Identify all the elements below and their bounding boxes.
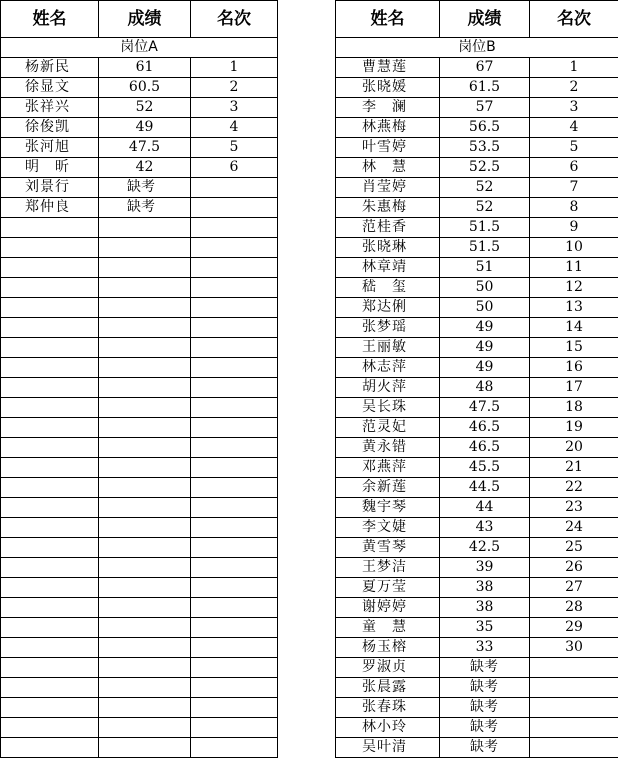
score-cell [99, 458, 191, 478]
table-row [336, 58, 618, 78]
score-cell: 49 [99, 118, 191, 138]
rank-cell [530, 678, 618, 698]
name-cell [1, 258, 99, 278]
table-row [336, 478, 618, 498]
table-row [336, 178, 618, 198]
empty-row [1, 438, 278, 458]
rank-cell [191, 598, 278, 618]
rank-cell [191, 578, 278, 598]
score-cell: 50 [440, 278, 530, 298]
rank-cell: 19 [530, 418, 618, 438]
rank-cell [530, 698, 618, 718]
name-cell: 朱惠梅 [336, 198, 440, 218]
rank-cell: 26 [530, 558, 618, 578]
table-row [336, 138, 618, 158]
name-cell: 张祥兴 [1, 98, 99, 118]
table-row [336, 658, 618, 678]
score-cell [99, 478, 191, 498]
rank-column-header: 名次 [191, 1, 278, 38]
rank-cell: 29 [530, 618, 618, 638]
score-cell [99, 418, 191, 438]
name-cell: 吴长珠 [336, 398, 440, 418]
name-cell [1, 338, 99, 358]
name-cell: 张梦瑶 [336, 318, 440, 338]
name-cell: 刘景行 [1, 178, 99, 198]
rank-cell: 4 [530, 118, 618, 138]
score-cell: 38 [440, 598, 530, 618]
rank-cell [191, 418, 278, 438]
name-cell: 林燕梅 [336, 118, 440, 138]
rank-cell [530, 658, 618, 678]
name-cell: 杨玉榕 [336, 638, 440, 658]
rank-cell [191, 518, 278, 538]
score-cell: 51.5 [440, 238, 530, 258]
score-cell: 57 [440, 98, 530, 118]
name-cell: 范灵妃 [336, 418, 440, 438]
score-cell: 56.5 [440, 118, 530, 138]
empty-row [1, 358, 278, 378]
score-cell [99, 678, 191, 698]
empty-row [1, 378, 278, 398]
name-cell: 余新莲 [336, 478, 440, 498]
empty-row [1, 418, 278, 438]
empty-row [1, 338, 278, 358]
rank-cell: 21 [530, 458, 618, 478]
header-row [1, 1, 278, 38]
rank-cell [191, 438, 278, 458]
score-cell [99, 738, 191, 758]
table-row [336, 558, 618, 578]
rank-cell [191, 378, 278, 398]
name-cell [1, 358, 99, 378]
name-cell [1, 698, 99, 718]
name-cell: 吴叶清 [336, 738, 440, 758]
empty-row [1, 678, 278, 698]
score-cell: 52 [99, 98, 191, 118]
score-cell: 52 [440, 198, 530, 218]
score-cell: 50 [440, 298, 530, 318]
rank-cell [191, 498, 278, 518]
table-row [336, 158, 618, 178]
table-row [336, 378, 618, 398]
score-cell: 60.5 [99, 78, 191, 98]
name-cell: 张河旭 [1, 138, 99, 158]
score-cell: 缺考 [440, 698, 530, 718]
score-cell: 47.5 [99, 138, 191, 158]
rank-cell [191, 718, 278, 738]
table-row [336, 338, 618, 358]
score-cell: 33 [440, 638, 530, 658]
score-cell: 51 [440, 258, 530, 278]
score-cell [99, 338, 191, 358]
name-cell [1, 278, 99, 298]
score-cell [99, 578, 191, 598]
table-row [336, 198, 618, 218]
empty-row [1, 618, 278, 638]
rank-cell: 7 [530, 178, 618, 198]
empty-row [1, 238, 278, 258]
rank-cell: 6 [530, 158, 618, 178]
table-row [336, 118, 618, 138]
name-cell: 童 慧 [336, 618, 440, 638]
name-cell [1, 658, 99, 678]
name-cell: 罗淑贞 [336, 658, 440, 678]
name-cell: 李 澜 [336, 98, 440, 118]
score-cell: 48 [440, 378, 530, 398]
score-cell: 缺考 [440, 738, 530, 758]
score-cell [99, 238, 191, 258]
rank-cell [191, 658, 278, 678]
rank-cell [191, 318, 278, 338]
table-row [336, 458, 618, 478]
score-cell [99, 398, 191, 418]
score-cell [99, 318, 191, 338]
name-cell: 林小玲 [336, 718, 440, 738]
name-cell [1, 238, 99, 258]
name-cell: 张春珠 [336, 698, 440, 718]
score-cell: 44.5 [440, 478, 530, 498]
score-cell: 46.5 [440, 418, 530, 438]
name-cell: 叶雪婷 [336, 138, 440, 158]
name-column-header: 姓名 [1, 1, 99, 38]
rank-cell: 9 [530, 218, 618, 238]
score-cell [99, 658, 191, 678]
rank-cell: 3 [530, 98, 618, 118]
rank-cell [191, 558, 278, 578]
score-cell: 51.5 [440, 218, 530, 238]
empty-row [1, 398, 278, 418]
table-row [336, 538, 618, 558]
empty-row [1, 458, 278, 478]
rank-cell: 15 [530, 338, 618, 358]
empty-row [1, 218, 278, 238]
score-cell: 缺考 [99, 198, 191, 218]
table-row [336, 318, 618, 338]
table-row [336, 258, 618, 278]
rank-cell: 18 [530, 398, 618, 418]
score-cell: 缺考 [440, 658, 530, 678]
rank-cell: 1 [191, 58, 278, 78]
score-cell [99, 378, 191, 398]
name-cell: 胡火萍 [336, 378, 440, 398]
table-row [1, 178, 278, 198]
table-row [336, 418, 618, 438]
rank-cell: 2 [530, 78, 618, 98]
name-cell [1, 438, 99, 458]
name-cell: 杨新民 [1, 58, 99, 78]
score-cell: 61 [99, 58, 191, 78]
name-cell: 王梦洁 [336, 558, 440, 578]
rank-cell [191, 238, 278, 258]
name-cell: 张晓媛 [336, 78, 440, 98]
name-cell: 李文婕 [336, 518, 440, 538]
rank-cell: 11 [530, 258, 618, 278]
score-cell: 42.5 [440, 538, 530, 558]
rank-cell: 23 [530, 498, 618, 518]
table-row [336, 638, 618, 658]
rank-cell [191, 278, 278, 298]
score-cell: 46.5 [440, 438, 530, 458]
table-row [336, 438, 618, 458]
rank-column-header: 名次 [530, 1, 618, 38]
score-cell [99, 438, 191, 458]
name-cell [1, 318, 99, 338]
rank-cell: 25 [530, 538, 618, 558]
rank-cell [191, 738, 278, 758]
rank-cell: 16 [530, 358, 618, 378]
empty-row [1, 638, 278, 658]
empty-row [1, 478, 278, 498]
name-cell [1, 518, 99, 538]
name-cell: 范桂香 [336, 218, 440, 238]
name-cell [1, 578, 99, 598]
table-row [336, 218, 618, 238]
section-title: 岗位A [1, 38, 278, 58]
rank-cell: 5 [191, 138, 278, 158]
name-cell: 林 慧 [336, 158, 440, 178]
score-cell: 缺考 [440, 718, 530, 738]
name-cell: 曹慧莲 [336, 58, 440, 78]
score-cell: 67 [440, 58, 530, 78]
score-cell [99, 698, 191, 718]
table-row [1, 58, 278, 78]
rank-cell: 24 [530, 518, 618, 538]
empty-row [1, 258, 278, 278]
score-column-header: 成绩 [440, 1, 530, 38]
score-cell: 44 [440, 498, 530, 518]
name-cell: 邓燕萍 [336, 458, 440, 478]
table-row [336, 698, 618, 718]
empty-row [1, 298, 278, 318]
name-cell: 林志萍 [336, 358, 440, 378]
table-row [336, 78, 618, 98]
table-row [1, 198, 278, 218]
table-row [336, 718, 618, 738]
score-cell: 49 [440, 358, 530, 378]
score-cell [99, 358, 191, 378]
name-cell: 张晨露 [336, 678, 440, 698]
name-cell: 肖莹婷 [336, 178, 440, 198]
rank-cell: 28 [530, 598, 618, 618]
name-cell: 黄永错 [336, 438, 440, 458]
score-cell: 43 [440, 518, 530, 538]
table-row [336, 358, 618, 378]
name-cell [1, 398, 99, 418]
table-row [336, 278, 618, 298]
table-row [1, 98, 278, 118]
name-cell [1, 598, 99, 618]
table-row [1, 138, 278, 158]
rank-cell [191, 198, 278, 218]
name-cell: 夏万莹 [336, 578, 440, 598]
empty-row [1, 538, 278, 558]
rank-cell [191, 258, 278, 278]
empty-row [1, 598, 278, 618]
table-row [336, 578, 618, 598]
rank-cell [191, 358, 278, 378]
name-cell [1, 538, 99, 558]
score-cell [99, 618, 191, 638]
name-cell: 郑达俐 [336, 298, 440, 318]
score-cell [99, 258, 191, 278]
table-row [1, 158, 278, 178]
score-cell [99, 278, 191, 298]
rank-cell: 22 [530, 478, 618, 498]
rank-cell: 10 [530, 238, 618, 258]
name-cell [1, 378, 99, 398]
section-row [336, 38, 618, 58]
rank-cell [191, 218, 278, 238]
empty-row [1, 718, 278, 738]
name-cell: 徐显文 [1, 78, 99, 98]
name-cell [1, 298, 99, 318]
name-cell [1, 718, 99, 738]
header-row [336, 1, 618, 38]
rank-cell [191, 678, 278, 698]
rank-cell: 27 [530, 578, 618, 598]
rank-cell [191, 638, 278, 658]
section-title: 岗位B [336, 38, 618, 58]
table-row [1, 118, 278, 138]
score-cell [99, 538, 191, 558]
name-cell [1, 418, 99, 438]
name-cell: 嵇 玺 [336, 278, 440, 298]
section-row [1, 38, 278, 58]
name-cell [1, 498, 99, 518]
score-cell: 39 [440, 558, 530, 578]
score-cell: 缺考 [99, 178, 191, 198]
table-row [336, 298, 618, 318]
name-cell [1, 638, 99, 658]
score-cell: 47.5 [440, 398, 530, 418]
score-cell: 53.5 [440, 138, 530, 158]
rank-cell [191, 698, 278, 718]
score-cell: 38 [440, 578, 530, 598]
rank-cell [191, 478, 278, 498]
table-row [336, 398, 618, 418]
table-row [1, 78, 278, 98]
name-cell: 张晓琳 [336, 238, 440, 258]
empty-row [1, 558, 278, 578]
table-row [336, 518, 618, 538]
score-cell [99, 218, 191, 238]
rank-cell: 20 [530, 438, 618, 458]
position-a-table [0, 0, 278, 758]
rank-cell: 2 [191, 78, 278, 98]
table-row [336, 98, 618, 118]
name-cell: 徐俊凯 [1, 118, 99, 138]
empty-row [1, 658, 278, 678]
name-column-header: 姓名 [336, 1, 440, 38]
rank-cell [191, 338, 278, 358]
table-row [336, 738, 618, 758]
rank-cell: 30 [530, 638, 618, 658]
position-a-rows [1, 38, 278, 758]
rank-cell: 17 [530, 378, 618, 398]
name-cell: 郑仲良 [1, 198, 99, 218]
name-cell [1, 558, 99, 578]
empty-row [1, 738, 278, 758]
rank-cell: 1 [530, 58, 618, 78]
table-row [336, 598, 618, 618]
score-cell: 42 [99, 158, 191, 178]
rank-cell: 14 [530, 318, 618, 338]
score-cell: 缺考 [440, 678, 530, 698]
score-cell [99, 498, 191, 518]
table-row [336, 678, 618, 698]
rank-cell [191, 398, 278, 418]
rank-cell: 12 [530, 278, 618, 298]
score-cell: 35 [440, 618, 530, 638]
score-cell: 61.5 [440, 78, 530, 98]
rank-cell: 5 [530, 138, 618, 158]
score-cell: 49 [440, 338, 530, 358]
position-b-table [335, 0, 618, 758]
rank-cell: 4 [191, 118, 278, 138]
table-row [336, 618, 618, 638]
rank-cell [191, 618, 278, 638]
score-cell [99, 518, 191, 538]
score-cell: 49 [440, 318, 530, 338]
name-cell: 明 昕 [1, 158, 99, 178]
name-cell [1, 678, 99, 698]
name-cell: 王丽敏 [336, 338, 440, 358]
score-cell [99, 558, 191, 578]
empty-row [1, 518, 278, 538]
empty-row [1, 278, 278, 298]
rank-cell: 6 [191, 158, 278, 178]
score-cell [99, 598, 191, 618]
empty-row [1, 698, 278, 718]
name-cell [1, 618, 99, 638]
name-cell [1, 478, 99, 498]
name-cell [1, 458, 99, 478]
name-cell [1, 218, 99, 238]
position-b-rows [336, 38, 618, 758]
name-cell [1, 738, 99, 758]
score-cell: 52.5 [440, 158, 530, 178]
score-cell [99, 298, 191, 318]
score-column-header: 成绩 [99, 1, 191, 38]
rank-cell [191, 298, 278, 318]
rank-cell [530, 718, 618, 738]
table-row [336, 498, 618, 518]
name-cell: 黄雪琴 [336, 538, 440, 558]
name-cell: 林章靖 [336, 258, 440, 278]
score-cell: 45.5 [440, 458, 530, 478]
score-cell: 52 [440, 178, 530, 198]
score-cell [99, 718, 191, 738]
score-cell [99, 638, 191, 658]
name-cell: 魏宇琴 [336, 498, 440, 518]
rank-cell: 8 [530, 198, 618, 218]
rank-cell [191, 178, 278, 198]
rank-cell: 3 [191, 98, 278, 118]
empty-row [1, 318, 278, 338]
table-row [336, 238, 618, 258]
rank-cell [530, 738, 618, 758]
empty-row [1, 498, 278, 518]
rank-cell: 13 [530, 298, 618, 318]
rank-cell [191, 458, 278, 478]
empty-row [1, 578, 278, 598]
name-cell: 谢婷婷 [336, 598, 440, 618]
rank-cell [191, 538, 278, 558]
